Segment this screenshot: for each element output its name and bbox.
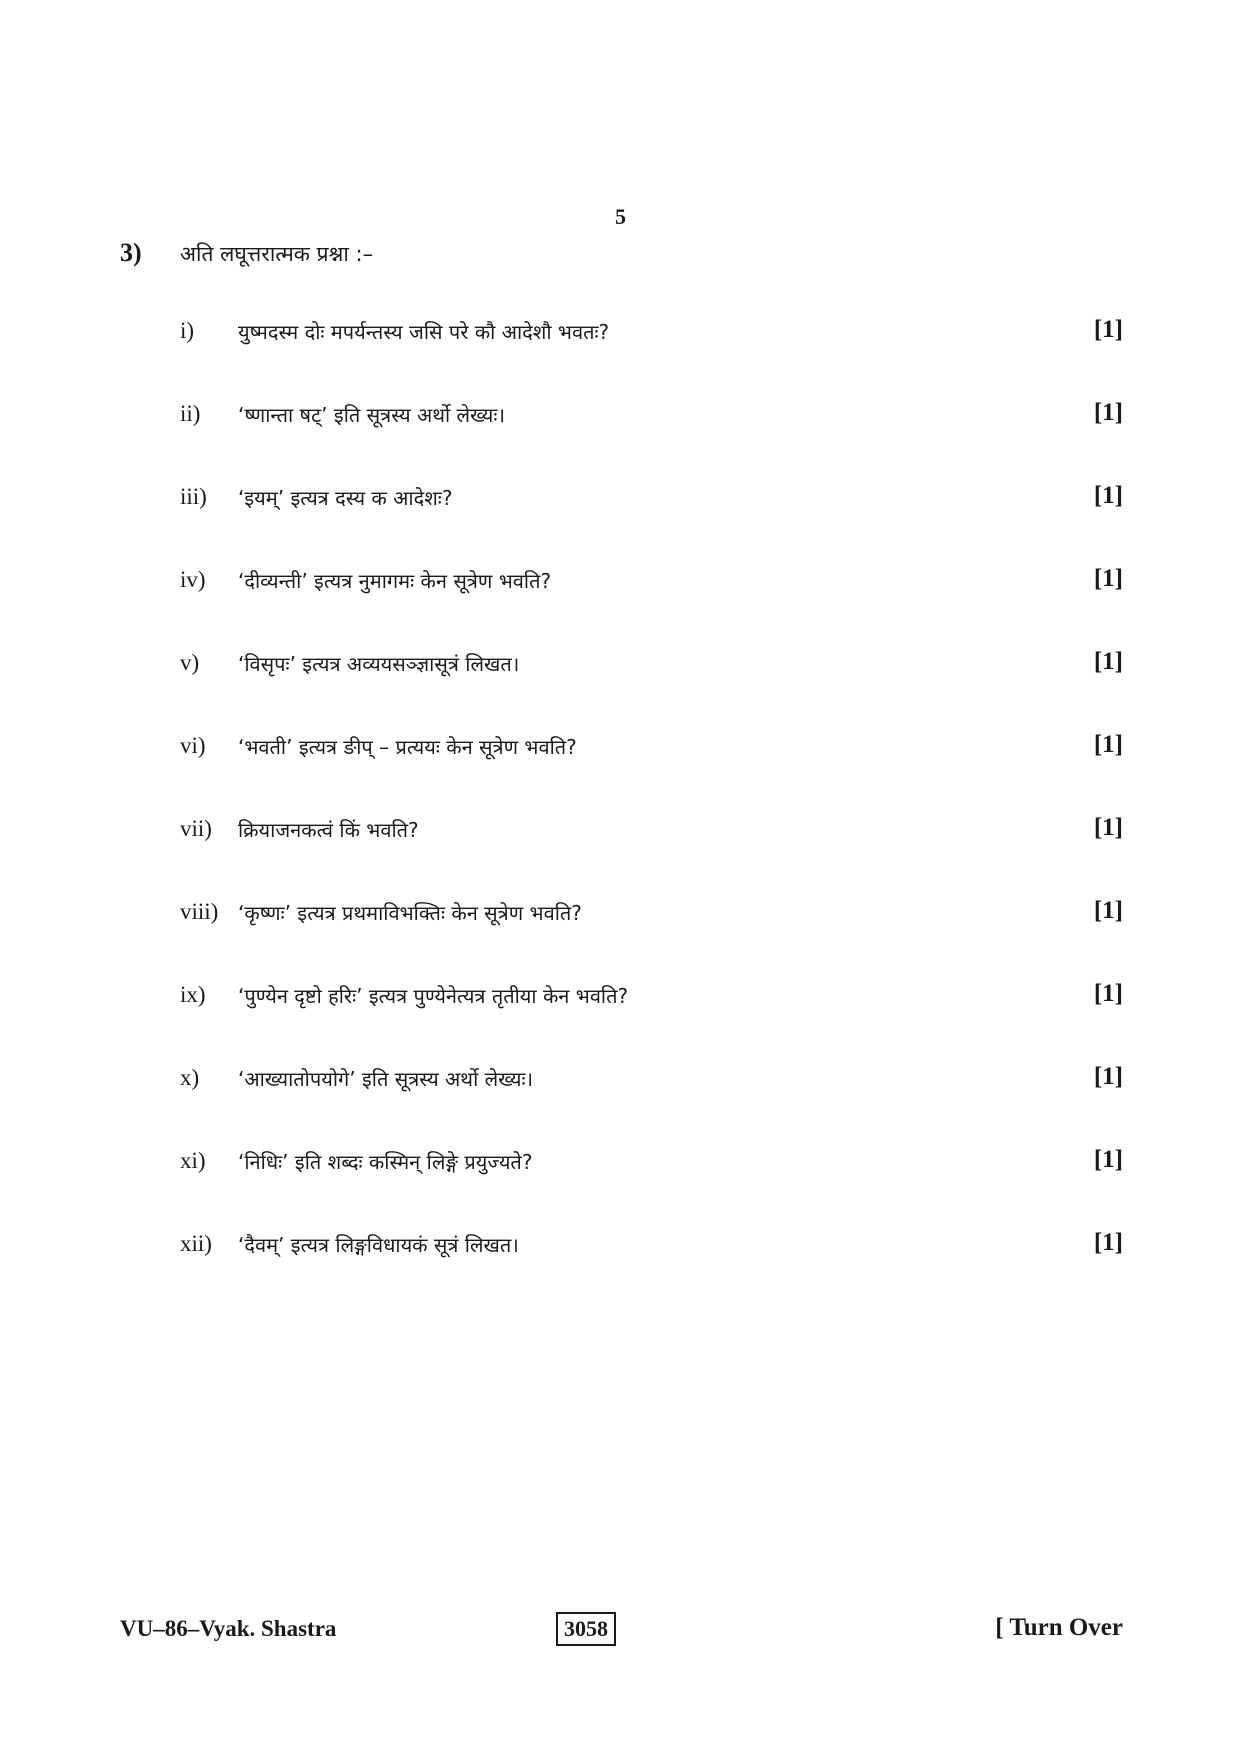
item-text: ‘भवती’ इत्यत्र ङीप् – प्रत्ययः केन सूत्रेण भवति?: [238, 735, 577, 759]
item-number: vii): [180, 816, 212, 841]
question-item: [0, 397, 1241, 437]
item-marks: [1]: [1093, 399, 1123, 426]
item-text: ‘आख्यातोपयोगे’ इति सूत्रस्य अर्थो लेख्यः।: [238, 1067, 534, 1091]
item-marks: [1]: [1093, 897, 1123, 924]
question-item: [0, 646, 1241, 686]
item-number: i): [180, 318, 195, 343]
item-number: ix): [180, 982, 206, 1007]
item-text: ‘निधिः’ इति शब्दः कस्मिन् लिङ्गे प्रयुज्यते?: [238, 1150, 533, 1174]
item-text: क्रियाजनकत्वं किं भवति?: [238, 818, 419, 842]
item-number: xii): [180, 1231, 212, 1256]
item-text: ‘दैवम्’ इत्यत्र लिङ्गविधायकं सूत्रं लिखत।: [238, 1233, 519, 1257]
item-marks: [1]: [1093, 1229, 1123, 1256]
paper-number-box: 3058: [556, 1612, 616, 1646]
item-marks: [1]: [1093, 731, 1123, 758]
question-item: [0, 978, 1241, 1018]
question-item: [0, 480, 1241, 520]
page-number: 5: [615, 204, 626, 229]
question-item: [0, 1144, 1241, 1184]
question-number: 3): [120, 238, 142, 267]
item-text: ‘ष्णान्ता षट्’ इति सूत्रस्य अर्थो लेख्यः।: [238, 403, 506, 427]
item-number: vi): [180, 733, 206, 758]
item-text: ‘दीव्यन्ती’ इत्यत्र नुमागमः केन सूत्रेण भवति?: [238, 569, 552, 593]
question-item: [0, 1227, 1241, 1267]
item-text: ‘विसृपः’ इत्यत्र अव्ययसञ्ज्ञासूत्रं लिखत।: [238, 652, 520, 676]
item-number: iv): [180, 567, 206, 592]
question-item: [0, 314, 1241, 354]
item-number: xi): [180, 1148, 206, 1173]
turn-over-label: [ Turn Over: [995, 1614, 1123, 1641]
item-marks: [1]: [1093, 565, 1123, 592]
item-number: iii): [180, 484, 207, 509]
item-text: ‘कृष्णः’ इत्यत्र प्रथमाविभक्तिः केन सूत्रेण भवति?: [238, 901, 582, 925]
item-marks: [1]: [1093, 482, 1123, 509]
question-item: [0, 895, 1241, 935]
item-number: ii): [180, 401, 201, 426]
item-marks: [1]: [1093, 980, 1123, 1007]
item-number: v): [180, 650, 200, 675]
question-item: [0, 812, 1241, 852]
item-marks: [1]: [1093, 1063, 1123, 1090]
question-title: अति लघूत्तरात्मक प्रश्ना :–: [180, 242, 374, 266]
item-marks: [1]: [1093, 316, 1123, 343]
item-marks: [1]: [1093, 814, 1123, 841]
item-marks: [1]: [1093, 648, 1123, 675]
item-text: ‘पुण्येन दृष्टो हरिः’ इत्यत्र पुण्येनेत्यत्र तृतीया केन भवति?: [238, 984, 629, 1008]
item-marks: [1]: [1093, 1146, 1123, 1173]
item-number: viii): [180, 899, 219, 924]
question-item: [0, 563, 1241, 603]
item-text: युष्मदस्म दोः मपर्यन्तस्य जसि परे कौ आदेशौ भवतः?: [238, 320, 610, 344]
paper-code: VU–86–Vyak. Shastra: [120, 1616, 337, 1641]
question-item: [0, 1061, 1241, 1101]
item-number: x): [180, 1065, 200, 1090]
page-footer: [0, 1612, 1241, 1652]
question-item: [0, 729, 1241, 769]
item-text: ‘इयम्’ इत्यत्र दस्य क आदेशः?: [238, 486, 453, 510]
